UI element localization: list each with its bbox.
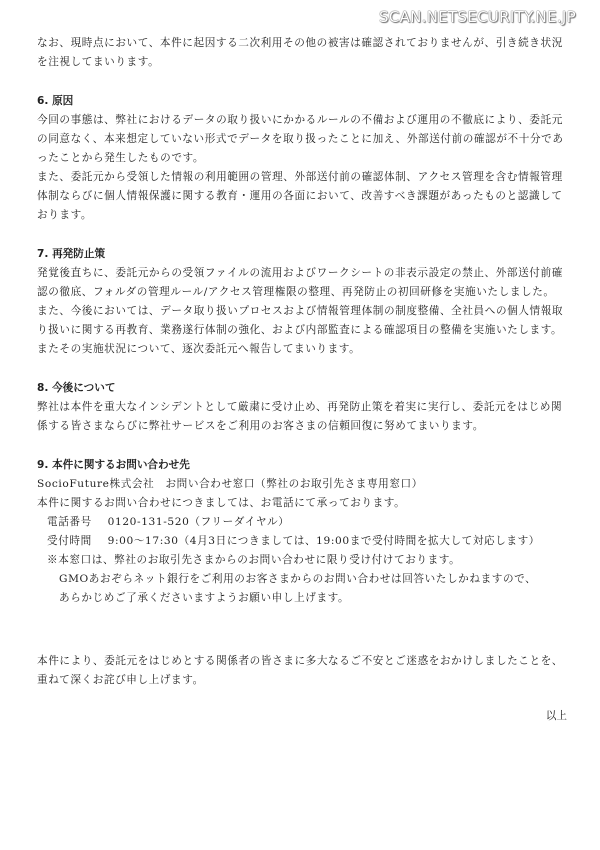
text-line: おります。: [37, 209, 93, 221]
section-prevention: [37, 245, 567, 359]
watermark: SCAN.NETSECURITY.NE.JP: [379, 8, 576, 26]
intro-paragraph: [37, 34, 567, 72]
note-line: GMOあおぞらネット銀行をご利用のお客さまからのお問い合わせは回答いたしかねますので、: [59, 573, 537, 585]
text-line: 係する皆さまならびに弊社サービスをご利用のお客さまの信頼回復に努めてまいります。: [37, 420, 484, 432]
text-line: ったことから発生したものです。: [37, 152, 205, 164]
text-line: 重ねて深くお詫び申し上げます。: [37, 674, 204, 686]
hours-label: 受付時間: [47, 535, 92, 547]
note-line: ※本窓口は、弊社のお取引先さまからのお問い合わせに限り受け付けております。: [47, 554, 461, 566]
text-line: また、今後においては、データ取り扱いプロセスおよび情報管理体制の制度整備、全社員への個人情報取: [37, 305, 564, 317]
note-line: あらかじめご了承くださいますようお願い申し上げます。: [59, 592, 350, 604]
end-mark-row: [37, 708, 567, 748]
section-heading: 9. 本件に関するお問い合わせ先: [37, 459, 190, 471]
text-line: の同意なく、本来想定していない形式でデータを取り扱ったことに加え、外部送付前の確認が不十分であ: [37, 133, 564, 145]
hours-row: [37, 532, 567, 551]
end-mark: 以上: [545, 710, 567, 722]
document-page: [37, 34, 567, 748]
text-line: なお、現時点において、本件に起因する二次利用その他の被害は確認されておりませんが、引き続き状況: [37, 37, 563, 49]
section-future: [37, 379, 567, 436]
text-line: 認の徹底、フォルダの管理ルール/アクセス管理権限の整理、再発防止の初回研修を実施いたしました。: [37, 286, 555, 298]
text-line: 体制ならびに個人情報保護に関する教育・運用の各面において、改善すべき課題があったものと認識して: [37, 190, 563, 202]
text-line: 本件により、委託元をはじめとする関係者の皆さまに多大なるご不安とご迷惑をおかけしましたことを、: [37, 655, 564, 667]
text-line: また、委託元から受領した情報の利用範囲の管理、外部送付前の確認体制、アクセス管理を含む情報管理: [37, 171, 563, 183]
hours-value: 9:00～17:30（4月3日につきましては、19:00まで受付時間を拡大して対応します）: [107, 535, 540, 547]
text-line: 弊社は本件を重大なインシデントとして厳粛に受け止め、再発防止策を着実に実行し、委託元をはじめ関: [37, 401, 563, 413]
contact-intro: 本件に関するお問い合わせにつきましては、お電話にて承っております。: [37, 497, 406, 509]
text-line: を注視してまいります。: [37, 56, 160, 68]
closing-paragraph: [37, 652, 567, 690]
phone-row: [37, 513, 567, 532]
section-heading: 6. 原因: [37, 95, 74, 107]
text-line: 発覚後直ちに、委託元からの受領ファイルの流用およびワークシートの非表示設定の禁止、外部送付前確: [37, 267, 563, 279]
section-heading: 8. 今後について: [37, 382, 116, 394]
text-line: またその実施状況について、逐次委託元へ報告してまいります。: [37, 343, 361, 355]
phone-number[interactable]: 0120-131-520（フリーダイヤル）: [107, 516, 290, 528]
section-contact: [37, 456, 567, 608]
phone-label: 電話番号: [47, 516, 92, 528]
company-line: SocioFuture株式会社 お問い合わせ窓口（弊社のお取引先さま専用窓口）: [37, 478, 423, 490]
section-heading: 7. 再発防止策: [37, 248, 106, 260]
text-line: り扱いに関する再教育、業務遂行体制の強化、および内部監査による確認項目の整備を実施いたします。: [37, 324, 563, 336]
text-line: 今回の事態は、弊社におけるデータの取り扱いにかかるルールの不備および運用の不徹底により、委託元: [37, 114, 563, 126]
section-cause: [37, 92, 567, 225]
